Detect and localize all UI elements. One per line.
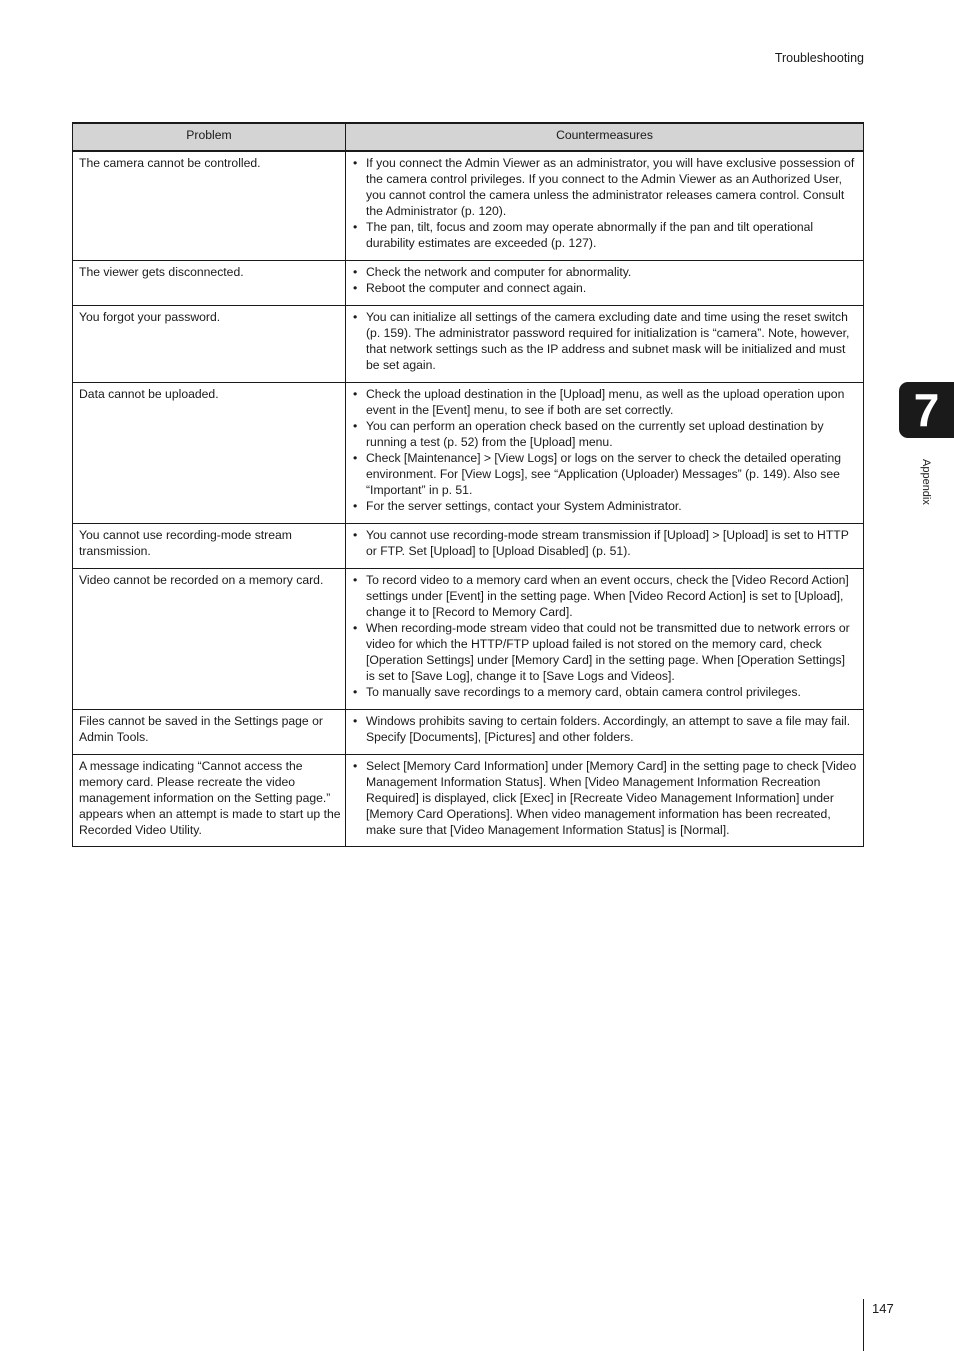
countermeasure-item: • Reboot the computer and connect again.: [352, 280, 857, 296]
table-row: [73, 383, 864, 524]
countermeasure-item: • If you connect the Admin Viewer as an administrator, you will have exclusive possession of the camera control privileges. If you connect to the Admin Viewer as an Authorized User, you cannot control the camera unless the administrator releases camera control. Consult the Administrator (p. 120).: [352, 155, 857, 219]
countermeasures-cell: [346, 755, 864, 847]
countermeasures-cell: [346, 710, 864, 755]
countermeasures-cell: [346, 261, 864, 306]
countermeasures-list: [352, 386, 857, 514]
table-row: [73, 524, 864, 569]
countermeasures-column-header: Countermeasures: [346, 123, 864, 151]
table-body: [73, 151, 864, 847]
table-row: [73, 151, 864, 261]
page-number: 147: [872, 1301, 894, 1316]
countermeasure-item: • The pan, tilt, focus and zoom may operate abnormally if the pan and tilt operational durability estimates are exceeded (p. 127).: [352, 219, 857, 251]
chapter-label: Appendix: [920, 459, 932, 505]
page-number-divider: [863, 1299, 864, 1351]
page-header-title: Troubleshooting: [774, 51, 864, 65]
problem-cell: A message indicating “Cannot access the memory card. Please recreate the video management information on the Setting page.” appears when an attempt is made to start up the Recorded Video Utility.: [73, 755, 346, 847]
table-row: [73, 261, 864, 306]
problem-cell: Video cannot be recorded on a memory card.: [73, 569, 346, 710]
countermeasures-list: [352, 758, 857, 838]
problem-cell: You forgot your password.: [73, 306, 346, 383]
countermeasures-list: [352, 713, 857, 745]
problem-column-header: Problem: [73, 123, 346, 151]
countermeasures-list: [352, 155, 857, 251]
countermeasure-item: • For the server settings, contact your System Administrator.: [352, 498, 857, 514]
table-row: [73, 569, 864, 710]
countermeasure-item: • To record video to a memory card when an event occurs, check the [Video Record Action] settings under [Event] in the setting page. When [Video Record Action] is set to [Upload], change it to [Record to Memory Card].: [352, 572, 857, 620]
countermeasures-list: [352, 309, 857, 373]
table-row: [73, 306, 864, 383]
countermeasure-item: • You cannot use recording-mode stream transmission if [Upload] > [Upload] is set to HTTP or FTP. Set [Upload] to [Upload Disabled] (p. 51).: [352, 527, 857, 559]
countermeasures-list: [352, 527, 857, 559]
chapter-tab: [899, 382, 954, 438]
table-row: [73, 755, 864, 847]
countermeasure-item: • Check the network and computer for abnormality.: [352, 264, 857, 280]
countermeasure-item: • When recording-mode stream video that could not be transmitted due to network errors or video for which the HTTP/FTP upload failed is not stored on the memory card, check [Operation Settings] under [Memory Card] in the setting page. When [Operation Settings] is set to [Save Log], change it to [Save Logs and Videos].: [352, 620, 857, 684]
table-row: [73, 710, 864, 755]
problem-cell: The viewer gets disconnected.: [73, 261, 346, 306]
countermeasure-item: • Select [Memory Card Information] under [Memory Card] in the setting page to check [Video Management Information Status]. When [Video Management Information Recreation Required] is displayed, click [Exec] in [Recreate Video Management Information] under [Memory Card Operations]. When video management information has been recreated, make sure that [Video Management Information Status] is [Normal].: [352, 758, 857, 838]
chapter-number: 7: [913, 384, 940, 436]
problem-cell: The camera cannot be controlled.: [73, 151, 346, 261]
troubleshooting-table: [72, 122, 864, 847]
countermeasure-item: • You can initialize all settings of the camera excluding date and time using the reset switch (p. 159). The administrator password required for initialization is “camera”. Note, however, that network settings such as the IP address and subnet mask will be initialized and must be set again.: [352, 309, 857, 373]
problem-cell: Files cannot be saved in the Settings page or Admin Tools.: [73, 710, 346, 755]
countermeasure-item: • You can perform an operation check based on the currently set upload destination by running a test (p. 52) from the [Upload] menu.: [352, 418, 857, 450]
countermeasure-item: • Check [Maintenance] > [View Logs] or logs on the server to check the detailed operating environment. For [View Logs], see “Application (Uploader) Messages” (p. 149). Also see “Important” in p. 51.: [352, 450, 857, 498]
countermeasure-item: • To manually save recordings to a memory card, obtain camera control privileges.: [352, 684, 857, 700]
countermeasures-cell: [346, 306, 864, 383]
countermeasures-cell: [346, 151, 864, 261]
countermeasures-cell: [346, 569, 864, 710]
countermeasures-list: [352, 572, 857, 700]
countermeasure-item: • Windows prohibits saving to certain folders. Accordingly, an attempt to save a file may fail. Specify [Documents], [Pictures] and other folders.: [352, 713, 857, 745]
countermeasures-cell: [346, 524, 864, 569]
table-header-row: [73, 123, 864, 151]
problem-cell: Data cannot be uploaded.: [73, 383, 346, 524]
countermeasures-list: [352, 264, 857, 296]
countermeasure-item: • Check the upload destination in the [Upload] menu, as well as the upload operation upon event in the [Event] menu, to see if both are set correctly.: [352, 386, 857, 418]
problem-cell: You cannot use recording-mode stream transmission.: [73, 524, 346, 569]
countermeasures-cell: [346, 383, 864, 524]
